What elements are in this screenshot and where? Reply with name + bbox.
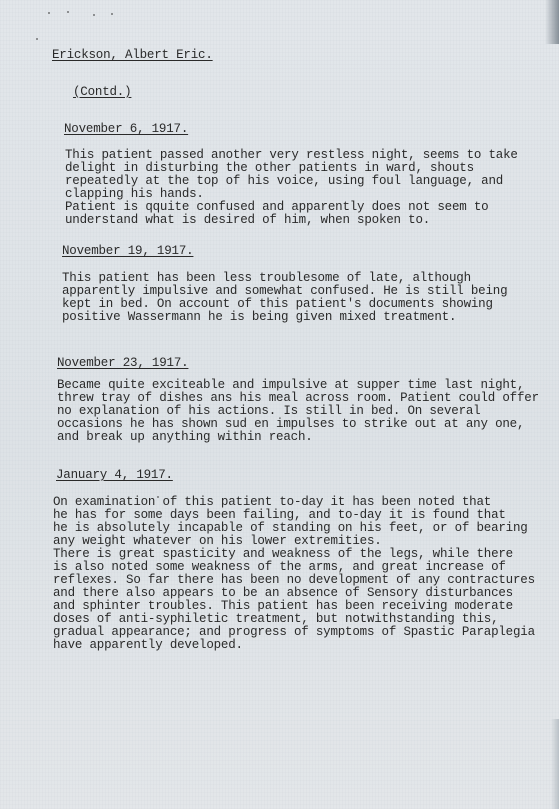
ink-speck [111,13,113,15]
entry-text-line: threw tray of dishes ans his meal across room. Patient could offer [57,391,539,405]
entry-text-line: This patient passed another very restless night, seems to take [65,148,518,162]
entry-text-line: and there also appears to be an absence of Sensory disturbances [53,586,513,600]
entry-date: November 23, 1917. [57,356,189,370]
entry-text-line: There is great spasticity and weakness of the legs, while there [53,547,513,561]
entry-text-line: This patient has been less troublesome of late, although [62,271,471,285]
entry-text-line: delight in disturbing the other patients in ward, shouts [65,161,474,175]
scan-edge-shadow-lower [551,719,559,809]
entry-date: November 19, 1917. [62,244,194,258]
ink-speck [93,14,95,16]
entry-text-line: occasions he has shown sud en impulses to strike out at any one, [57,417,525,431]
ink-speck [48,12,50,14]
scan-edge-shadow [545,0,559,44]
patient-name: Erickson, Albert Eric. [52,48,213,62]
entry-text-line: is also noted some weakness of the arms, and great increase of [53,560,506,574]
entry-text-line: reflexes. So far there has been no development of any contractures [53,573,535,587]
entry-text-line: repeatedly at the top of his voice, using foul language, and [65,174,504,188]
continued-label: (Contd.) [73,85,132,99]
entry-text-line: kept in bed. On account of this patient's documents showing [62,297,493,311]
entry-text-line: Patient is qquite confused and apparently does not seem to [65,200,489,214]
entry-date: November 6, 1917. [64,122,189,136]
entry-text-line: apparently impulsive and somewhat confused. He is still being [62,284,508,298]
ink-speck [36,38,38,40]
ink-speck [67,11,69,13]
entry-text-line: gradual appearance; and progress of symptoms of Spastic Paraplegia [53,625,535,639]
entry-text-line: and sphinter troubles. This patient has been receiving moderate [53,599,513,613]
entry-text-line: have apparently developed. [53,638,243,652]
entry-text-line: and break up anything within reach. [57,430,313,444]
entry-text-line: positive Wassermann he is being given mixed treatment. [62,310,457,324]
entry-text-line: clapping his hands. [65,187,204,201]
entry-text-line: any weight whatever on his lower extremities. [53,534,382,548]
entry-text-line: he has for some days been failing, and to-day it is found that [53,508,506,522]
entry-text-line: On examination of this patient to-day it has been noted that [53,495,492,509]
entry-text-line: he is absolutely incapable of standing on his feet, or of bearing [53,521,528,535]
entry-text-line: doses of anti-syphiletic treatment, but notwithstanding this, [53,612,499,626]
entry-date: January 4, 1917. [56,468,173,482]
entry-text-line: no explanation of his actions. Is still in bed. On several [57,404,481,418]
entry-text-line: Became quite exciteable and impulsive at supper time last night, [57,378,525,392]
entry-text-line: understand what is desired of him, when spoken to. [65,213,431,227]
